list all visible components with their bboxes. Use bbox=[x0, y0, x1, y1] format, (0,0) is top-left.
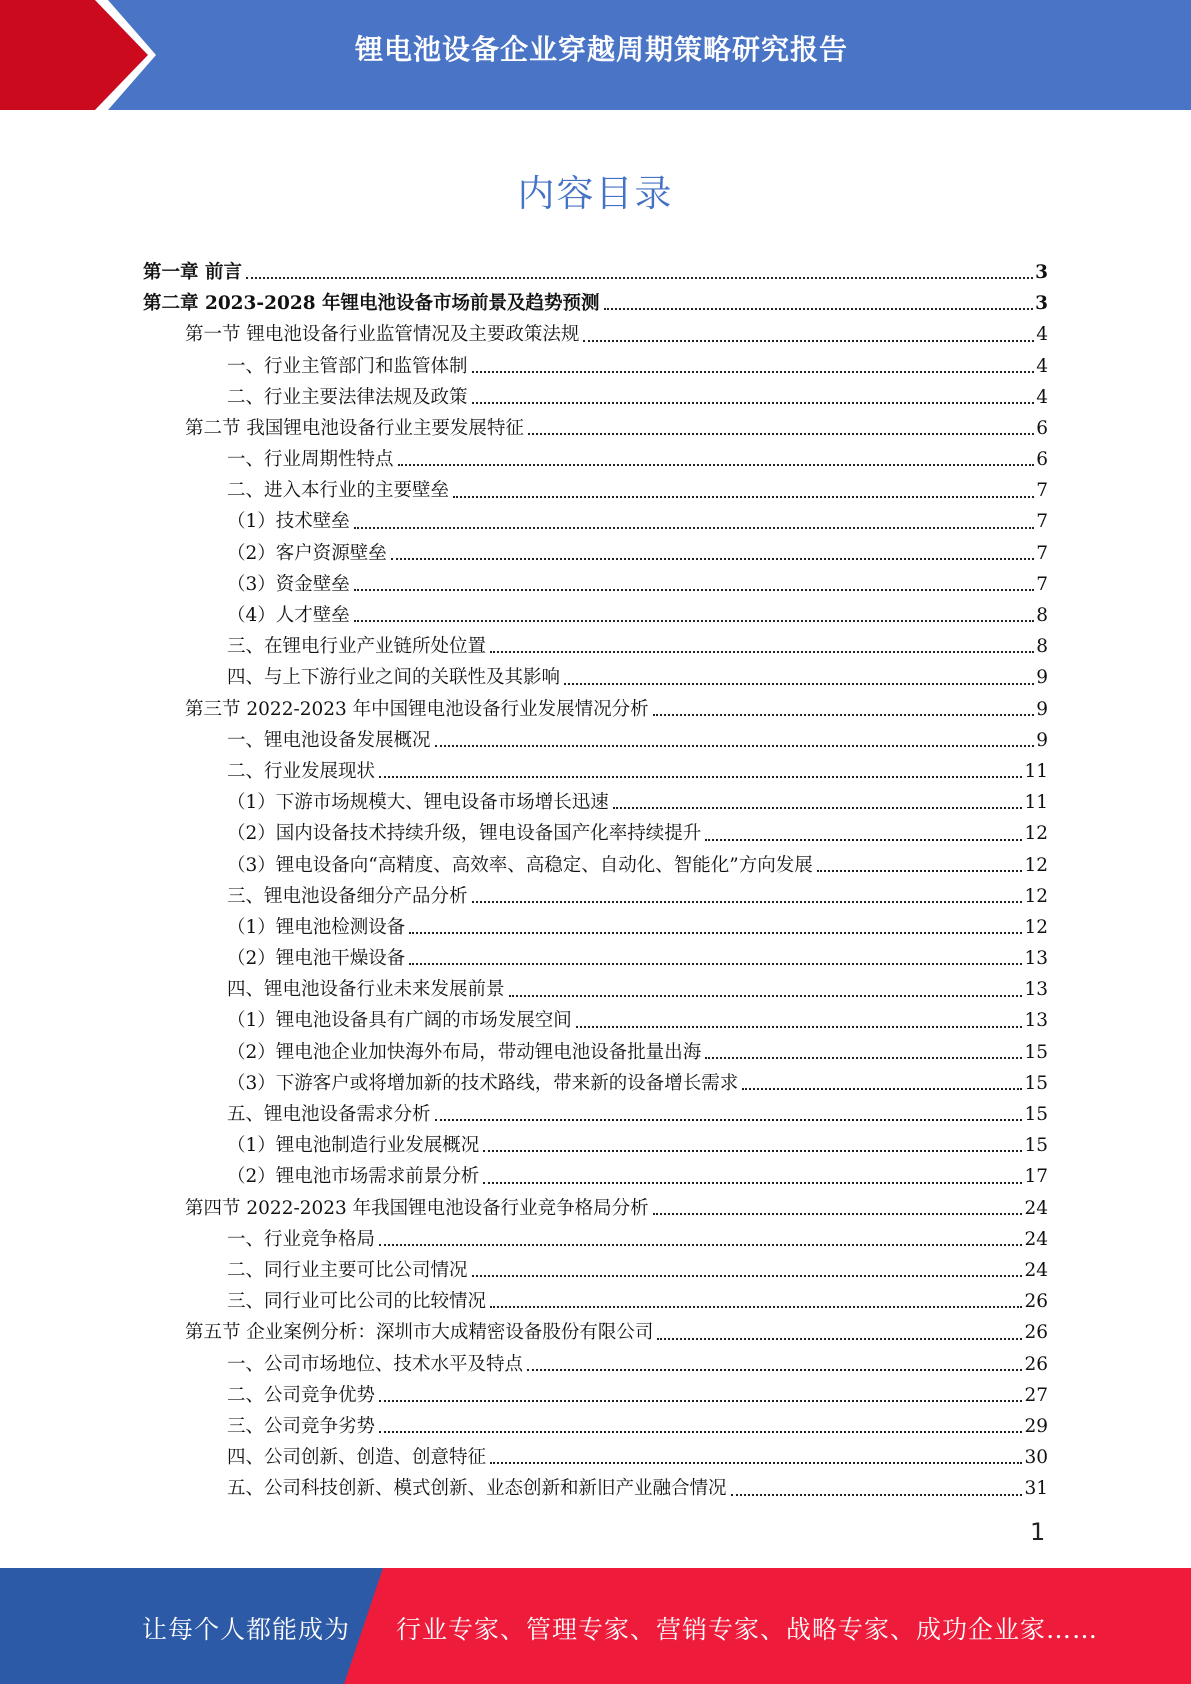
toc-entry[interactable] bbox=[143, 475, 1048, 506]
toc-entry-page: 13 bbox=[1024, 979, 1048, 1001]
toc-entry[interactable] bbox=[143, 1286, 1048, 1317]
toc-entry-label: 二、公司竞争优势 bbox=[227, 1384, 376, 1406]
footer-slogan-left: 让每个人都能成为 bbox=[142, 1615, 351, 1644]
toc-entry[interactable] bbox=[143, 1037, 1048, 1068]
toc-entry[interactable] bbox=[143, 413, 1048, 444]
toc-entry[interactable] bbox=[143, 600, 1048, 631]
toc-entry-page: 9 bbox=[1036, 729, 1048, 751]
toc-entry-label: （1）下游市场规模大、锂电设备市场增长迅速 bbox=[227, 792, 609, 814]
toc-entry[interactable] bbox=[143, 351, 1048, 382]
toc-dot-leader bbox=[564, 683, 1034, 685]
toc-entry-label: 一、行业周期性特点 bbox=[227, 449, 394, 471]
toc-entry-label: （4）人才壁垒 bbox=[227, 605, 350, 627]
toc-entry[interactable] bbox=[143, 507, 1048, 538]
toc-entry-page: 24 bbox=[1024, 1228, 1048, 1250]
toc-entry-label: （3）锂电设备向“高精度、高效率、高稳定、自动化、智能化”方向发展 bbox=[227, 854, 813, 876]
toc-entry[interactable] bbox=[143, 787, 1048, 818]
toc-dot-leader bbox=[453, 496, 1034, 498]
toc-entry-label: （1）锂电池设备具有广阔的市场发展空间 bbox=[227, 1010, 572, 1032]
toc-entry-label: 第二节 我国锂电池设备行业主要发展特征 bbox=[185, 417, 524, 439]
toc-entry-label: （2）客户资源壁垒 bbox=[227, 542, 387, 564]
toc-entry[interactable] bbox=[143, 1473, 1048, 1504]
page-footer bbox=[0, 1568, 1191, 1684]
toc-heading: 内容目录 bbox=[517, 172, 674, 215]
toc-entry-page: 24 bbox=[1024, 1197, 1048, 1219]
toc-dot-leader bbox=[398, 464, 1035, 466]
toc-dot-leader bbox=[509, 995, 1023, 997]
toc-entry[interactable] bbox=[143, 1068, 1048, 1099]
toc-dot-leader bbox=[705, 1057, 1022, 1059]
toc-entry[interactable] bbox=[143, 912, 1048, 943]
toc-entry-page: 7 bbox=[1036, 511, 1048, 533]
toc-entry-page: 27 bbox=[1024, 1384, 1048, 1406]
toc-entry-page: 11 bbox=[1024, 792, 1048, 814]
toc-entry-page: 12 bbox=[1024, 854, 1048, 876]
toc-entry-page: 26 bbox=[1024, 1291, 1048, 1313]
toc-entry-page: 26 bbox=[1024, 1322, 1048, 1344]
toc-entry-label: 一、公司市场地位、技术水平及特点 bbox=[227, 1353, 524, 1375]
toc-dot-leader bbox=[246, 277, 1033, 279]
toc-entry-label: （2）国内设备技术持续升级，锂电设备国产化率持续提升 bbox=[227, 823, 702, 845]
toc-entry-label: 三、公司竞争劣势 bbox=[227, 1415, 376, 1437]
table-of-contents bbox=[143, 257, 1048, 1505]
toc-entry-label: 第三节 2022-2023 年中国锂电池设备行业发展情况分析 bbox=[185, 698, 649, 720]
toc-entry[interactable] bbox=[143, 1411, 1048, 1442]
toc-entry[interactable] bbox=[143, 974, 1048, 1005]
toc-entry-page: 11 bbox=[1024, 760, 1048, 782]
toc-entry-page: 24 bbox=[1024, 1259, 1048, 1281]
toc-entry-page: 8 bbox=[1036, 605, 1048, 627]
toc-entry-page: 6 bbox=[1036, 449, 1048, 471]
toc-dot-leader bbox=[604, 308, 1034, 310]
toc-entry[interactable] bbox=[143, 881, 1048, 912]
toc-dot-leader bbox=[354, 527, 1034, 529]
toc-entry-label: 二、同行业主要可比公司情况 bbox=[227, 1259, 468, 1281]
toc-entry-label: 一、行业竞争格局 bbox=[227, 1228, 376, 1250]
toc-entry-page: 7 bbox=[1036, 573, 1048, 595]
toc-entry[interactable] bbox=[143, 319, 1048, 350]
toc-dot-leader bbox=[657, 1338, 1022, 1340]
footer-slogan-right: 行业专家、管理专家、营销专家、战略专家、成功企业家…… bbox=[396, 1615, 1099, 1644]
toc-entry-label: 五、公司科技创新、模式创新、业态创新和新旧产业融合情况 bbox=[227, 1478, 727, 1500]
toc-entry[interactable] bbox=[143, 1193, 1048, 1224]
toc-entry[interactable] bbox=[143, 444, 1048, 475]
toc-entry-page: 30 bbox=[1024, 1447, 1048, 1469]
toc-entry-page: 12 bbox=[1024, 823, 1048, 845]
toc-entry[interactable] bbox=[143, 1161, 1048, 1192]
toc-entry-label: 一、行业主管部门和监管体制 bbox=[227, 355, 468, 377]
toc-dot-leader bbox=[472, 402, 1035, 404]
toc-dot-leader bbox=[817, 870, 1023, 872]
toc-entry[interactable] bbox=[143, 1380, 1048, 1411]
toc-dot-leader bbox=[435, 745, 1035, 747]
toc-entry[interactable] bbox=[143, 850, 1048, 881]
toc-entry-label: 五、锂电池设备需求分析 bbox=[227, 1104, 431, 1126]
toc-dot-leader bbox=[391, 558, 1034, 560]
report-title: 锂电池设备企业穿越周期策略研究报告 bbox=[354, 33, 848, 66]
toc-entry[interactable] bbox=[143, 756, 1048, 787]
toc-dot-leader bbox=[435, 1119, 1023, 1121]
toc-entry-label: 二、进入本行业的主要壁垒 bbox=[227, 480, 450, 502]
toc-entry[interactable] bbox=[143, 1224, 1048, 1255]
toc-entry-page: 26 bbox=[1024, 1353, 1048, 1375]
toc-entry-page: 4 bbox=[1036, 355, 1048, 377]
toc-entry-page: 4 bbox=[1036, 324, 1048, 346]
toc-dot-leader bbox=[379, 1244, 1022, 1246]
toc-entry-label: （3）下游客户或将增加新的技术路线，带来新的设备增长需求 bbox=[227, 1072, 739, 1094]
toc-entry[interactable] bbox=[143, 943, 1048, 974]
toc-entry-label: 第五节 企业案例分析：深圳市大成精密设备股份有限公司 bbox=[185, 1322, 654, 1344]
toc-entry-label: 三、在锂电行业产业链所处位置 bbox=[227, 636, 487, 658]
toc-entry-page: 9 bbox=[1036, 667, 1048, 689]
toc-entry-label: 第二章 2023-2028 年锂电池设备市场前景及趋势预测 bbox=[143, 293, 600, 315]
toc-entry-page: 12 bbox=[1024, 916, 1048, 938]
toc-dot-leader bbox=[705, 839, 1022, 841]
toc-entry[interactable] bbox=[143, 725, 1048, 756]
toc-entry[interactable] bbox=[143, 1130, 1048, 1161]
toc-entry-label: 三、锂电池设备细分产品分析 bbox=[227, 885, 468, 907]
toc-entry[interactable] bbox=[143, 694, 1048, 725]
toc-dot-leader bbox=[583, 340, 1034, 342]
toc-entry-page: 13 bbox=[1024, 948, 1048, 970]
toc-entry[interactable] bbox=[143, 818, 1048, 849]
toc-dot-leader bbox=[613, 807, 1023, 809]
toc-entry-page: 31 bbox=[1024, 1478, 1048, 1500]
toc-dot-leader bbox=[472, 901, 1023, 903]
toc-entry-label: （3）资金壁垒 bbox=[227, 573, 350, 595]
toc-dot-leader bbox=[483, 1182, 1022, 1184]
toc-entry[interactable] bbox=[143, 1317, 1048, 1348]
toc-dot-leader bbox=[490, 651, 1034, 653]
toc-entry-label: （1）锂电池检测设备 bbox=[227, 916, 406, 938]
toc-dot-leader bbox=[354, 589, 1034, 591]
toc-entry[interactable] bbox=[143, 288, 1048, 319]
toc-entry-label: 二、行业主要法律法规及政策 bbox=[227, 386, 468, 408]
toc-dot-leader bbox=[472, 371, 1035, 373]
toc-entry-label: 四、公司创新、创造、创意特征 bbox=[227, 1447, 487, 1469]
toc-entry-label: 四、锂电池设备行业未来发展前景 bbox=[227, 979, 505, 1001]
toc-dot-leader bbox=[490, 1462, 1022, 1464]
toc-entry-page: 8 bbox=[1036, 636, 1048, 658]
toc-dot-leader bbox=[653, 714, 1035, 716]
toc-entry-label: （2）锂电池干燥设备 bbox=[227, 948, 406, 970]
toc-entry-label: 第一节 锂电池设备行业监管情况及主要政策法规 bbox=[185, 324, 580, 346]
toc-dot-leader bbox=[653, 1213, 1023, 1215]
toc-entry[interactable] bbox=[143, 1255, 1048, 1286]
toc-dot-leader bbox=[409, 963, 1022, 965]
toc-dot-leader bbox=[527, 1369, 1022, 1371]
toc-entry-page: 9 bbox=[1036, 698, 1048, 720]
toc-entry-page: 3 bbox=[1035, 293, 1048, 315]
toc-dot-leader bbox=[379, 1400, 1022, 1402]
toc-entry-label: 第一章 前言 bbox=[143, 261, 242, 283]
toc-entry-page: 7 bbox=[1036, 542, 1048, 564]
toc-entry-page: 17 bbox=[1024, 1166, 1048, 1188]
toc-entry-label: （2）锂电池市场需求前景分析 bbox=[227, 1166, 480, 1188]
toc-dot-leader bbox=[576, 1026, 1023, 1028]
toc-entry-label: 一、锂电池设备发展概况 bbox=[227, 729, 431, 751]
toc-entry[interactable] bbox=[143, 1442, 1048, 1473]
toc-entry[interactable] bbox=[143, 1349, 1048, 1380]
toc-dot-leader bbox=[409, 932, 1022, 934]
toc-dot-leader bbox=[731, 1494, 1023, 1496]
toc-dot-leader bbox=[742, 1088, 1022, 1090]
toc-dot-leader bbox=[379, 1431, 1022, 1433]
toc-dot-leader bbox=[354, 620, 1034, 622]
toc-entry[interactable] bbox=[143, 1099, 1048, 1130]
toc-entry-label: （1）技术壁垒 bbox=[227, 511, 350, 533]
toc-entry-label: 第四节 2022-2023 年我国锂电池设备行业竞争格局分析 bbox=[185, 1197, 649, 1219]
toc-entry[interactable] bbox=[143, 569, 1048, 600]
toc-entry-page: 6 bbox=[1036, 417, 1048, 439]
toc-entry-page: 15 bbox=[1024, 1072, 1048, 1094]
toc-entry-page: 4 bbox=[1036, 386, 1048, 408]
toc-entry-label: 三、同行业可比公司的比较情况 bbox=[227, 1291, 487, 1313]
toc-entry-label: （1）锂电池制造行业发展概况 bbox=[227, 1135, 480, 1157]
toc-dot-leader bbox=[472, 1275, 1023, 1277]
page-header bbox=[0, 0, 1191, 110]
page-number: 1 bbox=[1030, 1518, 1046, 1546]
toc-entry-label: 二、行业发展现状 bbox=[227, 760, 376, 782]
toc-entry-page: 15 bbox=[1024, 1104, 1048, 1126]
toc-dot-leader bbox=[379, 776, 1022, 778]
toc-entry[interactable] bbox=[143, 382, 1048, 413]
toc-dot-leader bbox=[483, 1150, 1022, 1152]
toc-entry-page: 3 bbox=[1035, 261, 1048, 283]
toc-dot-leader bbox=[490, 1306, 1022, 1308]
toc-entry-page: 15 bbox=[1024, 1135, 1048, 1157]
toc-entry[interactable] bbox=[143, 631, 1048, 662]
toc-entry[interactable] bbox=[143, 538, 1048, 569]
toc-entry-page: 13 bbox=[1024, 1010, 1048, 1032]
toc-entry-page: 15 bbox=[1024, 1041, 1048, 1063]
toc-dot-leader bbox=[528, 433, 1034, 435]
toc-entry-page: 29 bbox=[1024, 1415, 1048, 1437]
toc-entry-label: （2）锂电池企业加快海外布局，带动锂电池设备批量出海 bbox=[227, 1041, 702, 1063]
toc-entry[interactable] bbox=[143, 257, 1048, 288]
toc-entry-label: 四、与上下游行业之间的关联性及其影响 bbox=[227, 667, 561, 689]
toc-entry[interactable] bbox=[143, 662, 1048, 693]
toc-entry-page: 12 bbox=[1024, 885, 1048, 907]
toc-entry-page: 7 bbox=[1036, 480, 1048, 502]
toc-entry[interactable] bbox=[143, 1006, 1048, 1037]
